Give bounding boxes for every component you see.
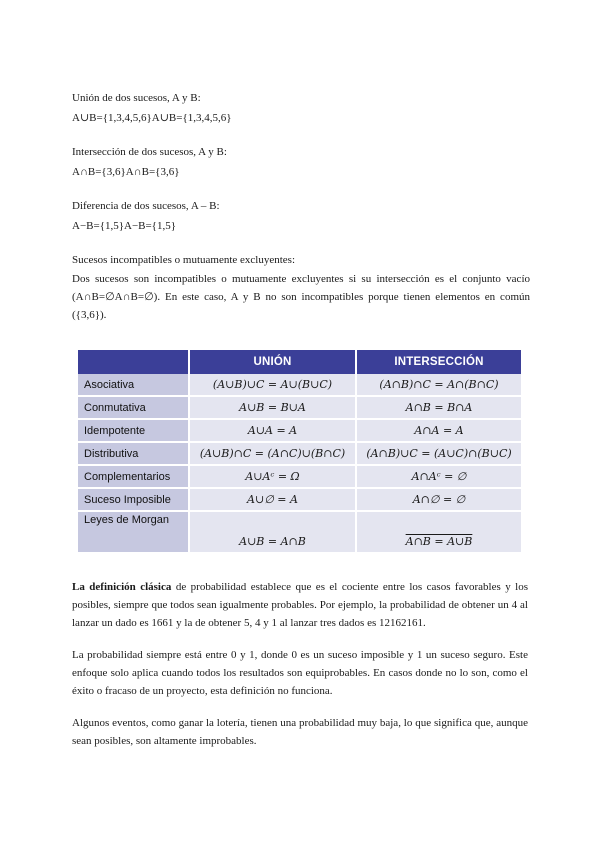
incompatible-section bbox=[72, 250, 530, 324]
intersection-formula: A∩B={3,6}A∩B={3,6} bbox=[72, 166, 180, 178]
classic-definition-paragraph bbox=[72, 578, 528, 632]
difference-formula: A−B={1,5}A−B={1,5} bbox=[72, 220, 176, 232]
table-row bbox=[78, 420, 523, 443]
union-law: A∪Aᶜ = Ω bbox=[190, 466, 357, 489]
intersection-law: A∩∅ = ∅ bbox=[357, 489, 523, 512]
intersection-law: A∩Aᶜ = ∅ bbox=[357, 466, 523, 489]
probability-range-paragraph: La probabilidad siempre está entre 0 y 1, donde 0 es un suceso imposible y 1 un suceso seguro. Este enfoque solo aplica cuando todos los resultados son equiprobables. En casos donde no lo son, como el éxito o fracaso de un proyecto, esta definición no funciona. bbox=[72, 649, 528, 697]
incompatible-text: Dos sucesos son incompatibles o mutuamente excluyentes si su intersección es el conjunto vacío (A∩B=∅A∩B=∅). En este caso, A y B no son incompatibles porque tienen elementos en común ({3,6}). bbox=[72, 273, 530, 321]
lower-text bbox=[72, 578, 528, 750]
row-name: Asociativa bbox=[78, 374, 190, 397]
union-law: A∪B = B∪A bbox=[190, 397, 357, 420]
row-name: Complementarios bbox=[78, 466, 190, 489]
row-name: Distributiva bbox=[78, 443, 190, 466]
lottery-paragraph: Algunos eventos, como ganar la lotería, tienen una probabilidad muy baja, lo que significa que, aunque sean posibles, son altamente improbables. bbox=[72, 717, 528, 747]
intersection-title: Intersección de dos sucesos, A y B: bbox=[72, 146, 227, 158]
row-name: Leyes de Morgan bbox=[78, 512, 190, 554]
properties-table bbox=[78, 350, 523, 554]
intersection-law: (A∩B)∩C = A∩(B∩C) bbox=[357, 374, 523, 397]
union-law: (A∪B)∩C = (A∩C)∪(B∩C) bbox=[190, 443, 357, 466]
table-header-row bbox=[78, 350, 523, 374]
header-union: UNIÓN bbox=[190, 350, 357, 374]
intersection-law: (A∩B)∪C = (A∪C)∩(B∪C) bbox=[357, 443, 523, 466]
row-name: Suceso Imposible bbox=[78, 489, 190, 512]
union-law: (A∪B)∪C = A∪(B∪C) bbox=[190, 374, 357, 397]
union-title: Unión de dos sucesos, A y B: bbox=[72, 92, 201, 104]
difference-title: Diferencia de dos sucesos, A – B: bbox=[72, 200, 220, 212]
classic-bold: La definición clásica bbox=[72, 581, 172, 593]
table-row bbox=[78, 374, 523, 397]
table-row bbox=[78, 397, 523, 420]
row-name: Conmutativa bbox=[78, 397, 190, 420]
union-formula: A∪B={1,3,4,5,6}A∪B={1,3,4,5,6} bbox=[72, 112, 232, 124]
document-body bbox=[72, 88, 530, 324]
union-law: A∪∅ = A bbox=[190, 489, 357, 512]
table-row bbox=[78, 489, 523, 512]
table-row bbox=[78, 466, 523, 489]
row-name: Idempotente bbox=[78, 420, 190, 443]
intersection-law: A∩B = B∩A bbox=[357, 397, 523, 420]
intersection-law: A∩B = A∪B bbox=[357, 512, 523, 554]
difference-section bbox=[72, 196, 530, 236]
union-section bbox=[72, 88, 530, 128]
table-row bbox=[78, 443, 523, 466]
union-law: A∪B = A∩B bbox=[190, 512, 357, 554]
intersection-section bbox=[72, 142, 530, 182]
intersection-law: A∩A = A bbox=[357, 420, 523, 443]
union-law: A∪A = A bbox=[190, 420, 357, 443]
incompatible-title: Sucesos incompatibles o mutuamente excluyentes: bbox=[72, 254, 296, 266]
properties-table-image bbox=[78, 350, 523, 548]
table-row bbox=[78, 512, 523, 554]
header-intersection: INTERSECCIÓN bbox=[357, 350, 523, 374]
classic-text: de probabilidad establece que es el cociente entre los casos favorables y los posibles, siempre que todos sean igualmente probables. Por ejemplo, la probabilidad de obtener un 4 al lanzar un dado es 1661 y la de obtener 5, 4 y 1 al lanzar tres dados es 12162161. bbox=[72, 581, 528, 629]
header-empty bbox=[78, 350, 190, 374]
